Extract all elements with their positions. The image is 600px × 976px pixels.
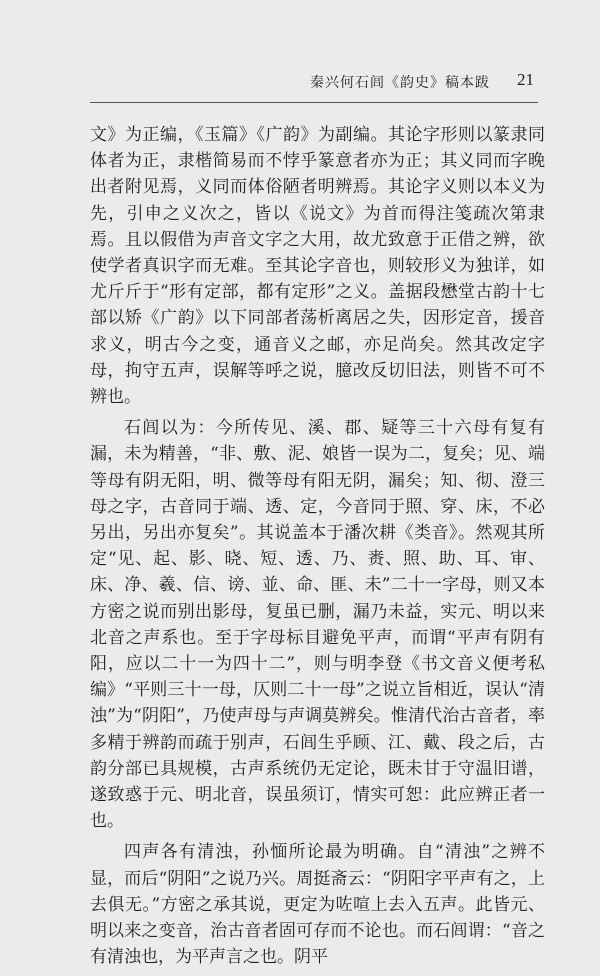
- page-number: 21: [517, 70, 534, 89]
- running-title: 秦兴何石闾《韵史》稿本跋: [310, 75, 490, 91]
- paragraph: 文》为正编，《玉篇》《广韵》为副编。其论字形则以篆隶同体者为正，隶楷简易而不悖乎篆意者亦为正；其义同而字晚出者附见焉，义同而体俗陋者明辨焉。其论字义则以本义为先，引申之义次之，皆以《说文》为首而得注笺疏次第隶焉。且以假借为声音文字之大用，故尤致意于正借之辨，欲使学者真识字而无难。至其论字音也，则较形义为独详，如尤斤斤于“形有定部，都有定形”之义。盖据段懋堂古韵十七部以矫《广韵》以下同部者荡析离居之失，因形定音，援音求义，明古今之变，通音义之邮，亦足尚矣。然其改定字母，拘守五声，误解等呼之说，臆改反切旧法，则皆不可不辨也。: [90, 125, 545, 408]
- paragraph: 石闾以为：今所传见、溪、郡、疑等三十六母有复有漏，未为精善，“非、敷、泥、娘皆一误为二，复矣；见、端等母有阴无阳，明、微等母有阳无阴，漏矣；知、彻、澄三母之字，古音同于端、透、定，今音同于照、穿、床，不必另出，另出亦复矣”。其说盖本于潘次耕《类音》。然观其所定“见、起、影、晓、短、透、乃、赉、照、助、耳、审、床、净、羲、信、谤、並、命、匪、未”二十一字母，则又本方密之说而别出影母，复虽已删，漏乃未益，实元、明以来北音之声系也。至于字母标目避免平声，而谓“平声有阴有阳，应以二十一为四十二”，则与明李登《书文音义便考私编》“平则三十一母，仄则二十一母”之说立旨相近，误认“清浊”为“阴阳”，乃使声母与声调莫辨矣。惟清代治古音者，率多精于辨韵而疏于别声，石闾生乎顾、江、戴、段之后，古韵分部已具规模，古声系统仍无定论，既未甘于守温旧谱，遂致惑于元、明北音，误虽须订，情实可恕：此应辨正者一也。: [90, 418, 545, 832]
- header-rule: [90, 102, 538, 103]
- body-text: [90, 122, 545, 976]
- paragraph: 四声各有清浊，孙愐所论最为明确。自“清浊”之辨不显，而后“阴阳”之说乃兴。周挺斋云：“阴阳字平声有之，上去俱无。”方密之承其说，更定为咗喧上去入五声。此皆元、明以来之变音，治古音者固可存而不论也。而石闾谓：“音之有清浊也，为平声言之也。阴平: [90, 842, 545, 968]
